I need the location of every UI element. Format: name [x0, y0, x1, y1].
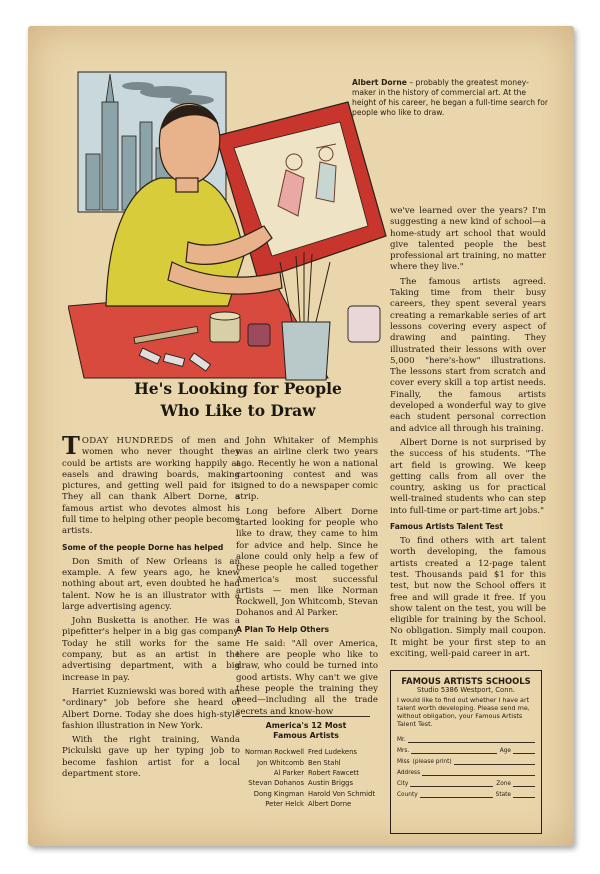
- artist-row: [218, 789, 394, 799]
- paragraph: With the right training, Wanda Pickulski gave up her typing job to become fashion artist for a local department store.: [62, 735, 240, 780]
- article-column-3: [390, 206, 546, 663]
- paragraph-text: of men and women who never thought they could be artists are working happily at easels and drawing boards, making pictures, and getting well paid for it. They all can thank Albert Dorne, a famous artist who devotes almost his full time to helping other people become artists.: [62, 436, 241, 537]
- paragraph: we've learned over the years? I'm suggesting a new kind of school—a home-study art school that would give talented people the best professional art training, no matter where they live.": [390, 206, 546, 273]
- artist-row: [218, 747, 394, 757]
- field-address[interactable]: [397, 765, 535, 776]
- title-line: America's 12 Most: [265, 721, 347, 730]
- field-city-zone[interactable]: [397, 776, 535, 787]
- article-column-2: [236, 436, 378, 721]
- artist-name: Ben Stahl: [308, 758, 341, 767]
- artist-name: Albert Dorne: [308, 800, 352, 809]
- coupon-body: I would like to find out whether I have art talent worth developing. Please send me, without obligation, your Famous Artists Talent Test.: [397, 696, 530, 728]
- field-label: Address: [397, 770, 421, 776]
- field-mrs-age[interactable]: [397, 743, 535, 754]
- studio-number: 5386: [440, 686, 459, 694]
- artist-name: Harold Von Schmidt: [308, 789, 376, 798]
- coupon-city: Westport, Conn.: [460, 686, 515, 694]
- subhead-plan: A Plan To Help Others: [236, 624, 329, 634]
- fill-line[interactable]: [410, 780, 493, 787]
- fill-line[interactable]: [513, 747, 535, 754]
- coupon-title: FAMOUS ARTISTS SCHOOLS: [401, 676, 531, 686]
- studio-label: Studio: [417, 686, 439, 694]
- artist-row: [218, 778, 394, 788]
- photo-caption: [352, 78, 552, 118]
- paragraph: The famous artists agreed. Taking time from their busy careers, they spent several years creating a remarkable series of art lessons covering every aspect of drawing and painting. They illustrated their lessons with over 5,000 "here's-how" illustrations. The lessons start from scratch and cover every skill a top artist needs. Finally, the famous artists developed a wonderful way to give each student personal correction and advice all through his training.: [390, 276, 546, 434]
- paragraph: To find others with art talent worth developing, the famous artists created a 12-page talent test. Thousands paid $1 for this test, but now the School offers it free and will grade it free. If you show talent on the test, you will be eligible for training by the School. No obligation. Simply mail coupon. It might be your first step to an exciting, well-paid career in art.: [390, 536, 546, 659]
- fill-line[interactable]: [513, 791, 535, 798]
- headline: [88, 378, 388, 422]
- field-county-state[interactable]: [397, 787, 535, 798]
- coupon-address: [397, 686, 535, 694]
- fill-line[interactable]: [422, 769, 535, 776]
- field-label: Zone: [496, 781, 511, 787]
- artist-name: Fred Ludekens: [308, 748, 357, 757]
- paragraph: John Whitaker of Memphis was an airline clerk two years ago. Recently he won a national cartooning contest and was signed to do a newspaper comic strip.: [236, 436, 378, 503]
- caption-text: – probably the greatest money-maker in the history of commercial art. At the height of his career, he began a full-time search for people who like to draw.: [352, 78, 548, 117]
- artist-name: Robert Fawcett: [308, 768, 359, 777]
- mail-in-coupon[interactable]: [390, 670, 542, 834]
- subhead-talent-test: Famous Artists Talent Test: [390, 522, 503, 532]
- artist-name: Stevan Dohanos: [248, 779, 304, 788]
- paragraph: John Busketta is another. He was a pipefitter's helper in a big gas company. Today he still works for the same company, but as an artist in the advertising department, with a big increase in pay.: [62, 616, 240, 683]
- paragraph: He said: "All over America, there are people who like to draw, who could be turned into good artists. Why can't we give these people the training they need—including all the trade secrets and know-how: [236, 638, 378, 717]
- artists-table: [218, 747, 394, 809]
- paragraph: Long before Albert Dorne started looking for people who like to draw, they came to him for advice and help. Since he alone could only help a few of these people he called together America's most successful artists — men like Norman Rockwell, Jon Whitcomb, Stevan Dohanos and Al Parker.: [236, 506, 378, 619]
- lead-small-caps: ODAY HUNDREDS: [81, 436, 174, 446]
- field-label: State: [495, 792, 511, 798]
- drop-cap: T: [62, 431, 80, 460]
- field-mr[interactable]: [397, 732, 535, 743]
- headline-line-1: He's Looking for People: [134, 379, 342, 398]
- paragraph: Albert Dorne is not surprised by the success of his students. "The art field is growing. We keep getting calls from all over the country, asking us for practical well-trained students who can step into full-time or part-time art jobs.": [390, 437, 546, 516]
- artist-row: [218, 799, 394, 809]
- fill-line[interactable]: [513, 780, 535, 787]
- fill-line[interactable]: [408, 736, 535, 743]
- fill-line[interactable]: [454, 758, 535, 765]
- artist-name: Jon Whitcomb: [256, 758, 304, 767]
- artist-name: Austin Briggs: [308, 779, 354, 788]
- field-label: Miss: [397, 759, 410, 765]
- caption-name: Albert Dorne: [352, 78, 407, 87]
- artist-name: Dong Kingman: [253, 789, 304, 798]
- article-column-1: [62, 431, 241, 783]
- artist-row: [218, 768, 394, 778]
- artist-name: Norman Rockwell: [245, 748, 304, 757]
- title-line: Famous Artists: [273, 731, 339, 740]
- artist-row: [218, 757, 394, 767]
- field-miss[interactable]: [397, 754, 535, 765]
- divider: [242, 716, 370, 717]
- paragraph: Harriet Kuzniewski was bored with an "ordinary" job before she heard of Albert Dorne. Today she does high-style fashion illustration in New York.: [62, 686, 240, 731]
- comic-back-page: [28, 26, 574, 846]
- field-hint: (please print): [412, 759, 452, 765]
- field-label: Mrs.: [397, 748, 410, 754]
- fill-line[interactable]: [411, 747, 497, 754]
- artists-list-title: [218, 721, 394, 741]
- artist-name: Peter Helck: [265, 800, 304, 809]
- albert-dorne-illustration: [68, 66, 396, 382]
- field-label: City: [397, 781, 409, 787]
- artist-name: Al Parker: [273, 768, 304, 777]
- famous-artists-list: [218, 716, 394, 809]
- headline-line-2: Who Like to Draw: [160, 401, 316, 420]
- subhead-people-helped: Some of the people Dorne has helped: [62, 542, 224, 552]
- field-label: Age: [499, 748, 511, 754]
- paragraph: [62, 431, 241, 538]
- paragraph: Don Smith of New Orleans is an example. A few years ago, he knew nothing about art, even doubted he had talent. Now he is an illustrator with a large advertising agency.: [62, 556, 240, 612]
- fill-line[interactable]: [420, 791, 493, 798]
- field-label: County: [397, 792, 418, 798]
- field-label: Mr.: [397, 737, 406, 743]
